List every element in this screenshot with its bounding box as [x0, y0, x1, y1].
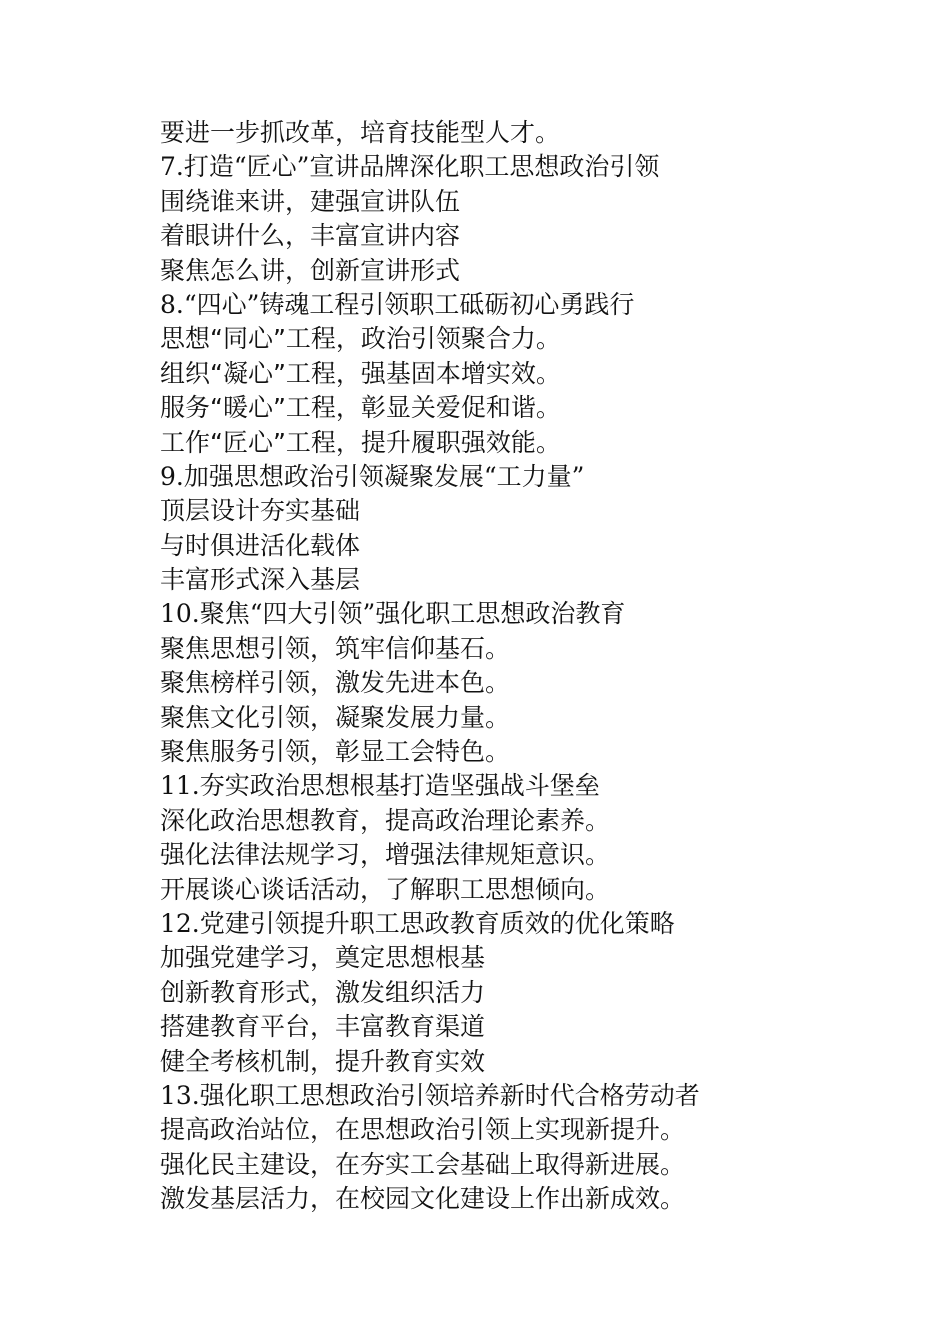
section-heading: 11.夯实政治思想根基打造坚强战斗堡垒 [160, 771, 600, 801]
text-line: 强化民主建设，在夯实工会基础上取得新进展。 [160, 1149, 686, 1179]
text-line: 顶层设计夯实基础 [160, 496, 361, 526]
text-line: 聚焦怎么讲，创新宣讲形式 [160, 255, 461, 285]
text-line: 创新教育形式，激发组织活力 [160, 977, 486, 1007]
text-line: 服务“暖心”工程，彰显关爱促和谐。 [160, 393, 561, 423]
section-heading: 7.打造“匠心”宣讲品牌深化职工思想政治引领 [160, 152, 660, 182]
text-line: 与时俱进活化载体 [160, 530, 361, 560]
document-body [160, 116, 800, 1217]
text-line: 加强党建学习，奠定思想根基 [160, 943, 486, 973]
text-line: 聚焦榜样引领，激发先进本色。 [160, 668, 511, 698]
section-heading: 8.“四心”铸魂工程引领职工砥砺初心勇践行 [160, 289, 635, 319]
text-line: 聚焦思想引领，筑牢信仰基石。 [160, 633, 511, 663]
text-line: 聚焦服务引领，彰显工会特色。 [160, 737, 511, 767]
text-line: 着眼讲什么，丰富宣讲内容 [160, 221, 461, 251]
text-line: 丰富形式深入基层 [160, 565, 361, 595]
section-heading: 13.强化职工思想政治引领培养新时代合格劳动者 [160, 1080, 700, 1110]
text-line: 围绕谁来讲，建强宣讲队伍 [160, 186, 461, 216]
text-line: 工作“匠心”工程，提升履职强效能。 [160, 427, 561, 457]
text-line: 健全考核机制，提升教育实效 [160, 1046, 486, 1076]
section-heading: 9.加强思想政治引领凝聚发展“工力量” [160, 461, 585, 491]
section-heading: 10.聚焦“四大引领”强化职工思想政治教育 [160, 599, 626, 629]
text-line: 聚焦文化引领，凝聚发展力量。 [160, 702, 511, 732]
text-line: 激发基层活力，在校园文化建设上作出新成效。 [160, 1184, 686, 1214]
text-line: 开展谈心谈话活动，了解职工思想倾向。 [160, 874, 611, 904]
text-line: 思想“同心”工程，政治引领聚合力。 [160, 324, 561, 354]
text-line: 深化政治思想教育，提高政治理论素养。 [160, 805, 611, 835]
text-line: 提高政治站位，在思想政治引领上实现新提升。 [160, 1115, 686, 1145]
text-line: 要进一步抓改革，培育技能型人才。 [160, 118, 561, 147]
section-heading: 12.党建引领提升职工思政教育质效的优化策略 [160, 908, 675, 938]
text-line: 组织“凝心”工程，强基固本增实效。 [160, 358, 561, 388]
text-line: 搭建教育平台，丰富教育渠道 [160, 1012, 486, 1042]
text-line: 强化法律法规学习，增强法律规矩意识。 [160, 840, 611, 870]
